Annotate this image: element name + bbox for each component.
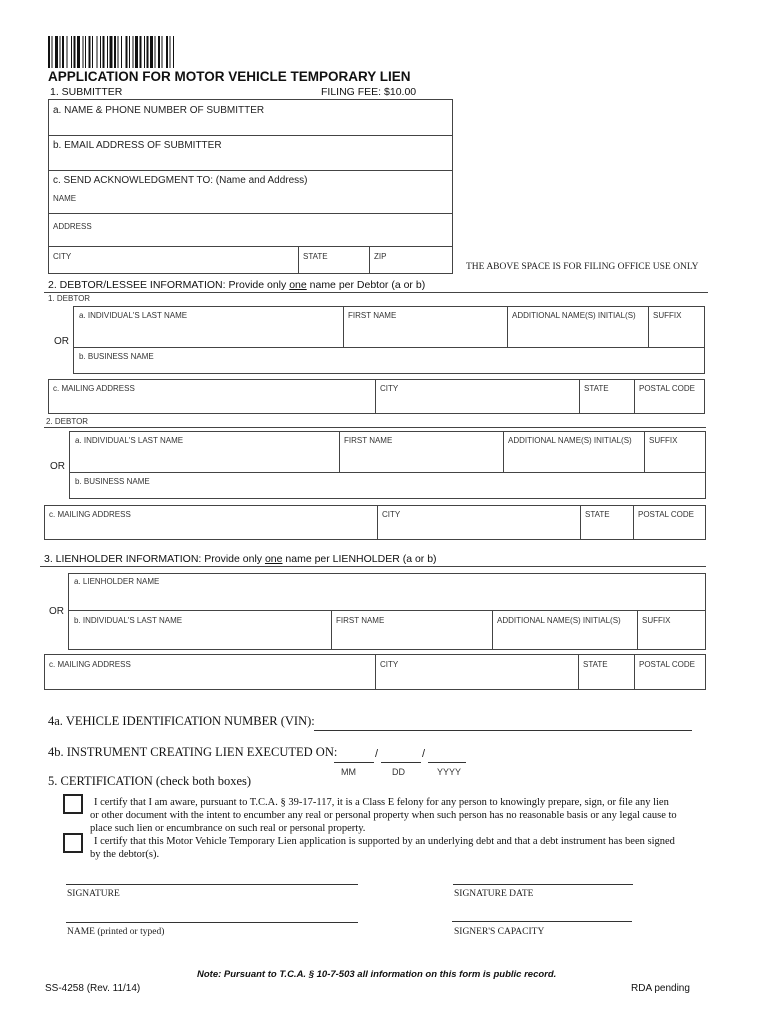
- lienholder-first-name-field[interactable]: FIRST NAME: [336, 616, 385, 625]
- signature-date-label: SIGNATURE DATE: [454, 889, 534, 899]
- debtor1-additional-names-field[interactable]: ADDITIONAL NAME(S) INITIAL(S): [512, 311, 636, 320]
- ack-address-field[interactable]: ADDRESS: [53, 222, 92, 231]
- vin-input[interactable]: [314, 714, 692, 731]
- signer-capacity-label: SIGNER'S CAPACITY: [454, 927, 545, 937]
- date-dd-label: DD: [392, 767, 405, 777]
- debtor2-last-name-field[interactable]: a. INDIVIDUAL'S LAST NAME: [75, 436, 184, 445]
- date-sep-2: /: [422, 748, 426, 760]
- cert2-text: I certify that this Motor Vehicle Temporary Lien application is supported by an underlying debt and that a debt instrument has been signed by the debtor(s).: [90, 836, 675, 860]
- signature-label: SIGNATURE: [67, 889, 120, 899]
- lienholder-last-name-field[interactable]: b. INDIVIDUAL'S LAST NAME: [74, 616, 183, 625]
- lienholder-postal-code-field[interactable]: POSTAL CODE: [639, 660, 696, 669]
- debtor-heading: 2. DEBTOR/LESSEE INFORMATION: Provide only one name per Debtor (a or b): [48, 279, 426, 291]
- cert1-checkbox[interactable]: [63, 794, 83, 814]
- signature-date-line[interactable]: [453, 884, 633, 885]
- public-record-note: Note: Pursuant to T.C.A. § 10-7-503 all information on this form is public record.: [197, 969, 557, 980]
- printed-name-line[interactable]: [66, 922, 358, 923]
- lienholder-or: OR: [49, 606, 64, 617]
- debtor1-city-field[interactable]: CITY: [380, 384, 399, 393]
- debtor2-first-name-field[interactable]: FIRST NAME: [344, 436, 393, 445]
- send-ack-label: c. SEND ACKNOWLEDGMENT TO: (Name and Address): [53, 175, 308, 186]
- debtor1-business-name-field[interactable]: b. BUSINESS NAME: [79, 352, 154, 361]
- cert2-checkbox[interactable]: [63, 833, 83, 853]
- lienholder-heading: 3. LIENHOLDER INFORMATION: Provide only one name per LIENHOLDER (a or b): [44, 553, 437, 565]
- debtor2-mailing-address-field[interactable]: c. MAILING ADDRESS: [49, 510, 131, 519]
- debtor2-additional-names-field[interactable]: ADDITIONAL NAME(S) INITIAL(S): [508, 436, 632, 445]
- lienholder-additional-names-field[interactable]: ADDITIONAL NAME(S) INITIAL(S): [497, 616, 621, 625]
- date-yyyy-input[interactable]: [428, 748, 466, 763]
- vin-label: 4a. VEHICLE IDENTIFICATION NUMBER (VIN):: [48, 714, 315, 728]
- debtor2-or: OR: [50, 461, 65, 472]
- debtor2-label: 2. DEBTOR: [46, 417, 89, 426]
- ack-name-field[interactable]: NAME: [53, 194, 77, 203]
- ack-city-field[interactable]: CITY: [53, 252, 72, 261]
- printed-name-label: NAME (printed or typed): [67, 927, 165, 937]
- debtor2-business-name-field[interactable]: b. BUSINESS NAME: [75, 477, 150, 486]
- form-title: APPLICATION FOR MOTOR VEHICLE TEMPORARY LIEN: [48, 69, 411, 84]
- date-dd-input[interactable]: [381, 748, 421, 763]
- signature-line[interactable]: [66, 884, 358, 885]
- lienholder-state-field[interactable]: STATE: [583, 660, 608, 669]
- lienholder-suffix-field[interactable]: SUFFIX: [642, 616, 671, 625]
- form-number: SS-4258 (Rev. 11/14): [45, 983, 141, 994]
- lienholder-name-field[interactable]: a. LIENHOLDER NAME: [74, 577, 160, 586]
- debtor2-state-field[interactable]: STATE: [585, 510, 610, 519]
- debtor1-label: 1. DEBTOR: [48, 294, 91, 303]
- debtor2-suffix-field[interactable]: SUFFIX: [649, 436, 678, 445]
- ack-zip-field[interactable]: ZIP: [374, 252, 387, 261]
- date-yyyy-label: YYYY: [437, 767, 462, 777]
- submitter-heading: 1. SUBMITTER: [50, 86, 123, 98]
- cert1-text: I certify that I am aware, pursuant to T.C.A. § 39-17-117, it is a Class E felony for any person to knowingly prepare, sign, or file any lien or other document with the intent to encumber any real or personal property when such person has no reasonable basis or any legal cause to place such lien or encumbrance on such real or personal property.: [90, 797, 677, 834]
- debtor1-suffix-field[interactable]: SUFFIX: [653, 311, 682, 320]
- lienholder-mailing-address-field[interactable]: c. MAILING ADDRESS: [49, 660, 131, 669]
- debtor1-postal-code-field[interactable]: POSTAL CODE: [639, 384, 696, 393]
- debtor1-last-name-field[interactable]: a. INDIVIDUAL'S LAST NAME: [79, 311, 188, 320]
- ack-state-field[interactable]: STATE: [303, 252, 328, 261]
- submitter-email-field[interactable]: b. EMAIL ADDRESS OF SUBMITTER: [53, 140, 222, 151]
- debtor1-or: OR: [54, 336, 69, 347]
- debtor1-mailing-address-field[interactable]: c. MAILING ADDRESS: [53, 384, 135, 393]
- barcode-icon: [47, 36, 231, 68]
- filing-office-note: THE ABOVE SPACE IS FOR FILING OFFICE USE ONLY: [466, 262, 699, 272]
- debtor2-postal-code-field[interactable]: POSTAL CODE: [638, 510, 695, 519]
- debtor1-first-name-field[interactable]: FIRST NAME: [348, 311, 397, 320]
- signer-capacity-line[interactable]: [452, 921, 632, 922]
- rda-status: RDA pending: [631, 983, 690, 994]
- submitter-name-phone-field[interactable]: a. NAME & PHONE NUMBER OF SUBMITTER: [53, 105, 265, 116]
- instrument-date-label: 4b. INSTRUMENT CREATING LIEN EXECUTED ON:: [48, 745, 338, 759]
- debtor2-city-field[interactable]: CITY: [382, 510, 401, 519]
- filing-fee: FILING FEE: $10.00: [321, 86, 417, 98]
- lienholder-name-box: [68, 573, 706, 650]
- debtor1-state-field[interactable]: STATE: [584, 384, 609, 393]
- submitter-box: [48, 99, 453, 274]
- date-mm-label: MM: [341, 767, 356, 777]
- date-sep-1: /: [375, 748, 379, 760]
- lienholder-city-field[interactable]: CITY: [380, 660, 399, 669]
- certification-heading: 5. CERTIFICATION (check both boxes): [48, 774, 252, 788]
- date-mm-input[interactable]: [334, 748, 374, 763]
